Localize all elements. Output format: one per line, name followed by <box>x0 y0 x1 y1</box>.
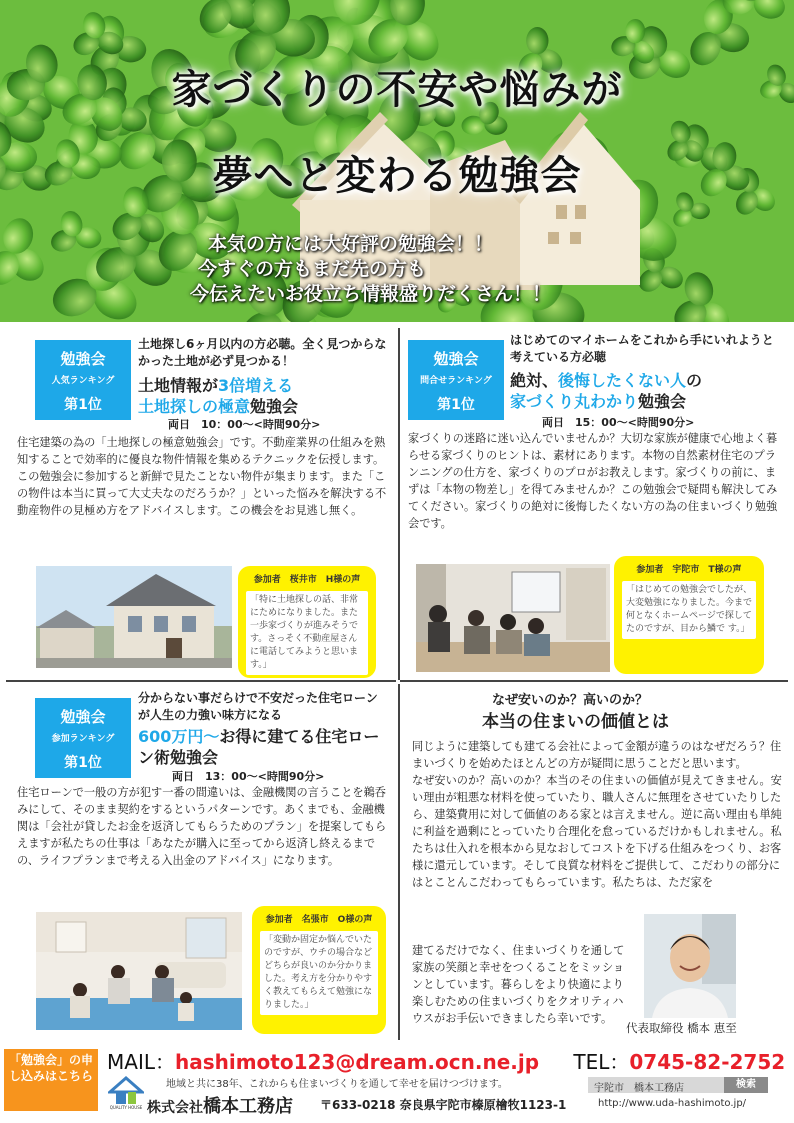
voice-title: 参加者 宇陀市 T様の声 <box>636 565 742 575</box>
mail-label: MAIL： <box>107 1050 175 1074</box>
ranking-badge <box>408 340 504 420</box>
family-photo <box>36 912 242 1030</box>
president-caption: 代表取締役 橋本 恵至 <box>626 1021 737 1035</box>
badge-rank: 問合せランキング <box>420 376 492 386</box>
panel-body: 家づくりの迷路に迷い込んでいませんか？大切な家族が健康で心地よく暮らせる家づくりのヒントは、素材にあります。本物の自然素材住宅のプランニングの仕方を、家づくりのプロがお教えします。家づくりの前に、まずは「本物の物差し」を得てみませんか？この勉強会で疑問も解決してみてください。家づくりの絶対に後悔したくない方の為の住まいづくり勉強会です。 <box>408 432 778 530</box>
panel-headline <box>138 375 398 417</box>
panel-headline: 本当の住まいの価値とは <box>482 712 669 732</box>
search-query[interactable]: 宇陀市 橋本工務店 <box>594 1083 684 1094</box>
panel-lead: はじめてのマイホームをこれから手にいれようと考えている方必聴 <box>510 333 774 364</box>
tagline: 地域と共に38年、これからも住まいづくりを通して幸せを届けつづけます。 <box>166 1079 508 1090</box>
session-time: 両日 15：00～<時間90分> <box>542 416 695 429</box>
hero-sub-line1: 本気の方には大好評の勉強会！！ <box>208 233 494 255</box>
headline-highlight: 家づくり丸わかり <box>510 392 639 411</box>
panel-headline <box>138 726 388 768</box>
body-paragraph: 同じように建築しても建てる会社によって金額が違うのはなぜだろう？住まいづくりを始めたほとんどの方が疑問に思うことだと思います。 <box>412 740 782 770</box>
mail-link[interactable]: hashimoto123@dream.ocn.ne.jp <box>174 1050 540 1074</box>
divider-horizontal-left <box>6 680 396 682</box>
ranking-badge <box>35 340 131 420</box>
badge-title: 勉強会 <box>433 350 479 368</box>
ranking-badge <box>35 698 131 778</box>
headline-highlight: 土地探しの極意 <box>138 397 251 416</box>
participant-voice <box>614 556 764 674</box>
company-title: 橋本工務店 <box>203 1096 293 1117</box>
session-time: 両日 10：00～<時間90分> <box>168 418 321 431</box>
hero-subtitle <box>190 232 552 307</box>
voice-body: 「特に土地探しの話、非常にためになりました。また一歩家づくりが進みそうです。さっそく不動産屋さんに電話してみようと思います。」 <box>246 591 368 675</box>
panel-lead: なぜ安いのか？高いのか？ <box>492 693 649 708</box>
voice-title: 参加者 名張市 O様の声 <box>265 915 373 925</box>
headline-part: 絶対、 <box>510 371 559 390</box>
participant-voice <box>238 566 376 678</box>
headline-highlight: 600万円～ <box>138 727 220 746</box>
badge-title: 勉強会 <box>60 708 106 726</box>
badge-position: 第1位 <box>64 755 102 771</box>
house-exterior-photo <box>36 566 232 668</box>
president-portrait <box>644 914 736 1018</box>
badge-position: 第1位 <box>437 397 475 413</box>
headline-part: 勉強会 <box>638 392 687 411</box>
company-prefix: 株式会社 <box>147 1100 203 1116</box>
search-box[interactable] <box>588 1077 768 1093</box>
divider-vertical-bottom <box>398 684 400 1040</box>
divider-horizontal-right <box>400 680 788 682</box>
panel-lead: 分からない事だらけで不安だった住宅ローンが人生の力強い味方になる <box>138 691 378 722</box>
headline-highlight: 3倍増える <box>218 376 294 395</box>
headline-part: 土地情報が <box>138 376 219 395</box>
panel-body-intro <box>412 738 784 891</box>
panel-body-mission: 建てるだけでなく、住まいづくりを通して家族の笑顔と幸せをつくることをミッションとしています。暮らしをより快適により楽しむための住まいづくりをクオリティハウスがお手伝いできましたら幸いです。 <box>412 944 625 1025</box>
tel-link[interactable]: 0745-82-2752 <box>629 1050 786 1074</box>
headline-part: の <box>686 371 703 390</box>
hero-title-line2: 夢へと変わる勉強会 <box>212 153 582 199</box>
badge-rank: 参加ランキング <box>51 734 115 744</box>
participant-voice <box>252 906 386 1034</box>
panel-body: 住宅ローンで一般の方が犯す一番の間違いは、金融機関の言うことを鵜呑みにして、そのまま契約をするというパターンです。あくまでも、金融機関は「会社が貸したお金を返済してもらうためのプラン」を提案してもらえますが私たちの仕事は「あなたが購入に至ってから返済し終えるまでの、ライフプランまで考える入出金のアドバイス」になります。 <box>17 786 387 867</box>
quality-house-logo <box>108 1074 144 1110</box>
seminar-photo <box>416 564 610 672</box>
tel-label: TEL： <box>573 1050 630 1074</box>
contact-line <box>107 1046 785 1075</box>
divider-vertical-top <box>398 328 400 680</box>
panel-headline <box>510 370 780 412</box>
body-paragraph: なぜ安いのか？高いのか？本当のその住まいの価値が見えてきません。安い理由が粗悪な材料を使っていたり、職人さんに無理をさせていたりしたら、建築費用に対して価値のある家とは言えません。逆に高い理由も単純に利益を過剰にとっていたり合理化を怠っているだけかもしれません。私たちは仕入れを根本から見なおしてコストを下げる仕組みをつくり、お客様に還元しています。そして良質な材料をご提供して、こだわりの部分にはとことんこだわってもらっています。私たちは、ただ家を <box>412 774 782 889</box>
badge-title: 勉強会 <box>60 350 106 368</box>
voice-body: 「はじめての勉強会でしたが、大変勉強になりました。今まで何となくホームページで探してたのですが、目から鱗で す。」 <box>622 581 756 639</box>
headline-part: 勉強会 <box>250 397 299 416</box>
session-time: 両日 13：00～<時間90分> <box>172 770 325 783</box>
badge-position: 第1位 <box>64 397 102 413</box>
apply-button[interactable]: 「勉強会」の申し込みはこちら <box>4 1049 98 1111</box>
hero-banner <box>0 0 794 322</box>
search-button[interactable]: 検索 <box>724 1077 768 1093</box>
badge-rank: 人気ランキング <box>51 376 115 386</box>
hero-title-line1: 家づくりの不安や悩みが <box>171 67 623 113</box>
panel-body: 住宅建築の為の「土地探しの極意勉強会」です。不動産業界の仕組みを熟知することで効率的に優良な物件情報を集めるテクニックを伝授します。この勉強会に参加すると新鮮で見たことない物件が集まります。また「この物件は本当に買って大丈夫なのだろうか？」といった悩みを解決する不動産物件の見極め方をアドバイスします。この機会をお見逃し無く。 <box>17 436 387 517</box>
logo-text: QUALITY HOUSE <box>109 1105 143 1110</box>
company-name <box>147 1092 293 1118</box>
headline-part: お得に建てる住宅ローン術勉強会 <box>138 727 380 767</box>
hero-sub-line2: 今すぐの方もまだ先の方も <box>198 258 427 280</box>
website-url[interactable]: http://www.uda-hashimoto.jp/ <box>598 1098 747 1109</box>
hero-sub-line3: 今伝えたいお役立ち情報盛りだくさん！！ <box>190 283 552 305</box>
voice-title: 参加者 桜井市 H様の声 <box>253 575 361 585</box>
panel-lead: 土地探し6ヶ月以内の方必聴。全く見つからなかった土地が必ず見つかる！ <box>138 337 387 368</box>
headline-highlight: 後悔したくない人 <box>558 371 687 390</box>
voice-body: 「変動か固定か悩んでいたのですが、ウチの場合などどちらが良いのか分かりました。考え方を分かりやすく教えてもらえて勉強になりました。」 <box>260 931 378 1015</box>
company-address: 〒633-0218 奈良県宇陀市榛原檜牧1123-1 <box>320 1098 567 1112</box>
